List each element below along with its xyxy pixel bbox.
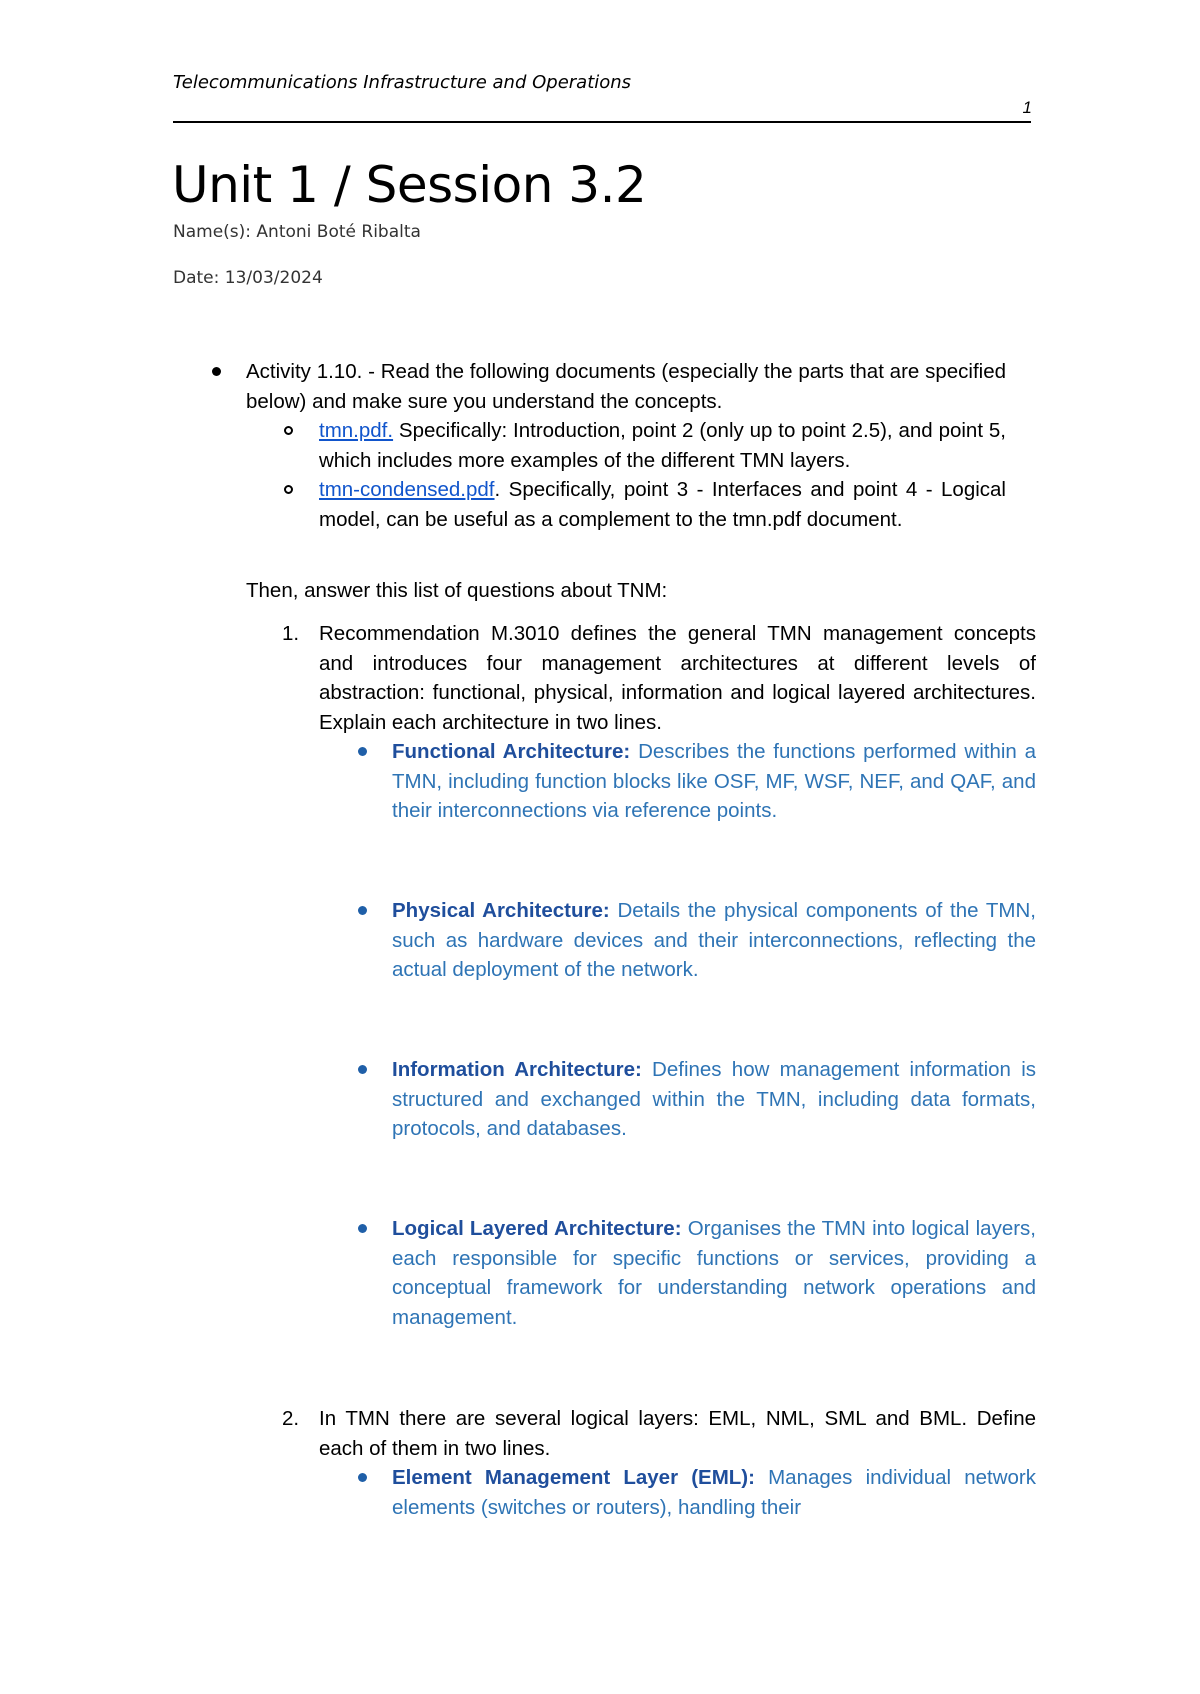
tmn-condensed-pdf-link[interactable]: tmn-condensed.pdf (319, 478, 495, 501)
question-2-text: In TMN there are several logical layers: EML, NML, SML and BML. Define each of them in two lines. (319, 1407, 1036, 1460)
answer-1-1 (392, 737, 1036, 826)
answer-1-3 (392, 1055, 1036, 1144)
answer-2-1-bullet (358, 1473, 367, 1482)
question-1-text: Recommendation M.3010 defines the general TMN management concepts and introduces four management architectures at different levels of abstraction: functional, physical, information and logical layered architectures. Explain each architecture in two lines. (319, 622, 1036, 734)
answer-1-2-text: Details the physical components of the TMN, such as hardware devices and their interconnections, reflecting the actual deployment of the network. (392, 899, 1036, 981)
question-2-number: 2. (282, 1407, 300, 1430)
answer-1-4-term: Logical Layered Architecture: (392, 1217, 682, 1240)
question-1-number: 1. (282, 622, 300, 645)
names-value: Antoni Boté Ribalta (256, 222, 421, 242)
names-label: Name(s): (173, 222, 252, 242)
running-header: Telecommunications Infrastructure and Operations (173, 72, 632, 93)
doc-item-2 (319, 475, 1006, 534)
answer-1-1-text: Describes the functions performed within a TMN, including function blocks like OSF, MF, WSF, NEF, and QAF, and their interconnections via reference points. (392, 740, 1036, 822)
answer-1-2-term: Physical Architecture: (392, 899, 610, 922)
tmn-pdf-link[interactable]: tmn.pdf. (319, 419, 394, 442)
answer-1-3-term: Information Architecture: (392, 1058, 642, 1081)
then-text: Then, answer this list of questions about TNM: (246, 579, 668, 602)
doc-bullet-1 (284, 426, 293, 435)
answer-1-1-bullet (358, 747, 367, 756)
answer-2-1 (392, 1463, 1036, 1522)
date-line (173, 268, 323, 288)
answer-1-1-term: Functional Architecture: (392, 740, 631, 763)
activity-text: Activity 1.10. - Read the following documents (especially the parts that are specified below) and make sure you understand the concepts. (246, 360, 1006, 413)
page-title: Unit 1 / Session 3.2 (172, 156, 647, 214)
doc-item-1 (319, 416, 1006, 475)
doc-item-1-text: Specifically: Introduction, point 2 (only up to point 2.5), and point 5, which includes more examples of the different TMN layers. (319, 419, 1006, 472)
names-line (173, 222, 421, 242)
header-divider (173, 121, 1031, 123)
answer-1-3-bullet (358, 1065, 367, 1074)
date-label: Date: (173, 268, 220, 288)
doc-bullet-2 (284, 485, 293, 494)
doc-item-2-text: . Specifically, point 3 - Interfaces and point 4 - Logical model, can be useful as a complement to the tmn.pdf document. (319, 478, 1006, 531)
answer-1-4-text: Organises the TMN into logical layers, each responsible for specific functions or services, providing a conceptual framework for understanding network operations and management. (392, 1217, 1036, 1329)
answer-1-2 (392, 896, 1036, 985)
answer-2-1-text: Manages individual network elements (switches or routers), handling their (392, 1466, 1036, 1519)
answer-1-4 (392, 1214, 1036, 1332)
answer-1-3-text: Defines how management information is structured and exchanged within the TMN, including data formats, protocols, and databases. (392, 1058, 1036, 1140)
answer-2-1-term: Element Management Layer (EML): (392, 1466, 755, 1489)
date-value: 13/03/2024 (224, 268, 323, 288)
page-number: 1 (1022, 98, 1032, 117)
answer-1-2-bullet (358, 906, 367, 915)
activity-bullet (212, 367, 221, 376)
answer-1-4-bullet (358, 1224, 367, 1233)
